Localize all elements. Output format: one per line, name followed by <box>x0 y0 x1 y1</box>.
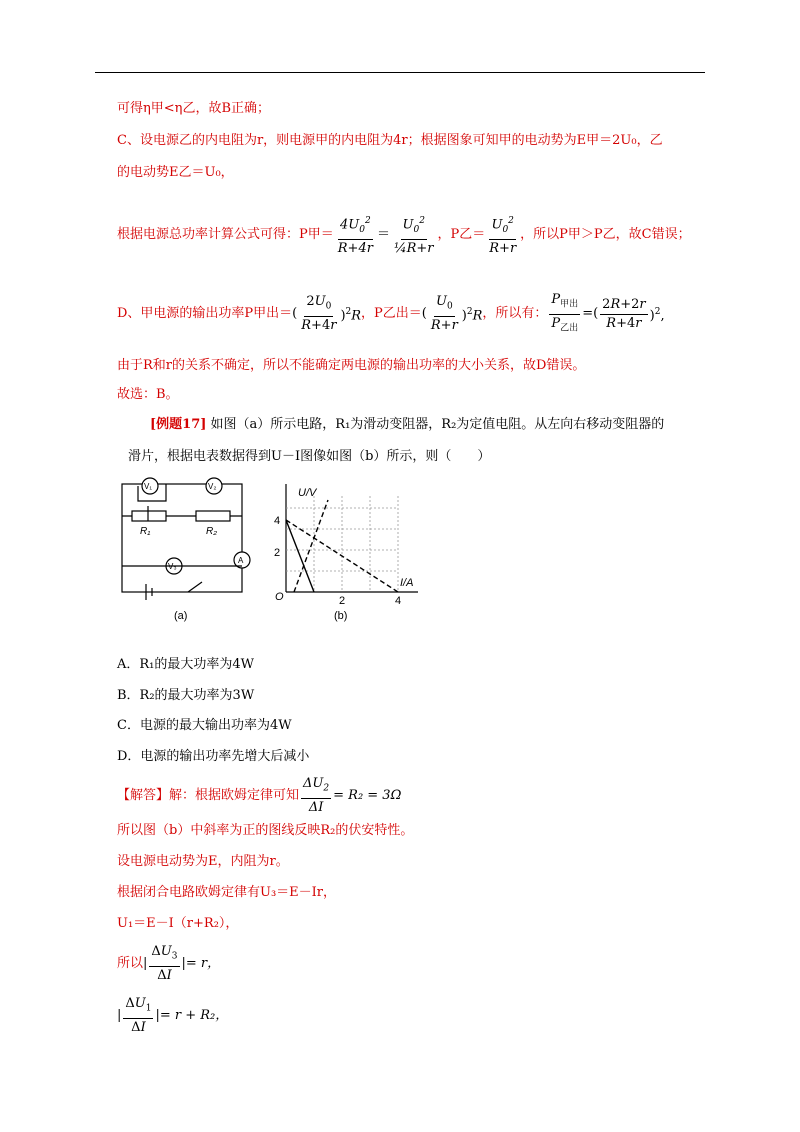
output-power-line: D、甲电源的输出功率P甲出＝ ( $\frac{2U_0}{R+4r}$ )$^2$R ，P乙出＝ ( $\frac{U_0}{R+r}$ )$^2$R ，所以有： $\frac{P_{甲出}}{P_{乙出}}$ =( $\frac{2R+2r}{R+4r}$ )$^2$, <box>117 292 665 336</box>
x-tick-2: 2 <box>339 595 346 607</box>
text-line-3: 的电动势E乙＝U₀， <box>117 165 234 180</box>
example-question-line-1 <box>150 416 664 434</box>
answer-line-7: | $\frac{\Delta U_1}{\Delta I}$ | = r + R₂， <box>117 996 229 1035</box>
resistor-r2 <box>196 511 230 521</box>
answer-line-6: 所以 | $\frac{\Delta U_3}{\Delta I}$ | = r， <box>117 944 221 983</box>
circuit-outer-loop <box>122 484 242 592</box>
circuit-caption: (a) <box>174 610 188 622</box>
r1-label: R₁ <box>140 526 151 537</box>
answer-result-6: = r， <box>185 956 221 971</box>
fraction-jia-out: $\frac{2U_0}{R+4r}$ <box>301 294 337 333</box>
answer-text-6: 所以 <box>117 956 144 971</box>
total-power-suffix: ，所以P甲＞P乙，故C错误； <box>520 227 691 242</box>
y-tick-4: 4 <box>274 515 281 527</box>
fraction-du1-di: $\frac{\Delta U_1}{\Delta I}$ <box>125 996 152 1035</box>
text-line-1: 可得η甲<η乙，故B正确； <box>117 101 271 116</box>
grid <box>286 496 398 592</box>
answer-line-3: 设电源电动势为E，内阻为r。 <box>117 854 289 869</box>
answer-line-4: 根据闭合电路欧姆定律有U₃＝E－Ir， <box>117 885 337 900</box>
answer-text-1: 解：根据欧姆定律可知 <box>169 788 300 803</box>
text-line-2: C、设电源乙的内电阻为r，则电源甲的内电阻为4r；根据图象可知甲的电动势为E甲＝2U₀，乙 <box>117 133 663 148</box>
option-b: B．R₂的最大功率为3W <box>117 688 255 703</box>
origin-label: O <box>275 591 284 603</box>
graph-caption: (b) <box>334 610 348 622</box>
total-power-line: 根据电源总功率计算公式可得：P甲＝ $\frac{4U_0^2}{R+4r}$ ＝ $\frac{U_0^2}{\text{¼R+r}}$ ，P乙＝ $\frac{U_0^2}{R+r}$ ，所以P甲＞P乙，故C错误； <box>117 210 691 260</box>
fraction-du2-di: $\frac{\Delta U_2}{\Delta I}$ <box>303 776 330 815</box>
y-tick-2: 2 <box>274 547 281 559</box>
resistor-r1 <box>132 511 166 521</box>
example-question-text-1: 如图（a）所示电路，R₁为滑动变阻器，R₂为定值电阻。从左向右移动变阻器的 <box>210 417 665 432</box>
v3-label: V₃ <box>168 562 177 571</box>
output-power-mid2: ，所以有： <box>482 306 548 321</box>
output-power-prefix: D、甲电源的输出功率P甲出＝ <box>117 306 293 321</box>
option-d: D．电源的输出功率先增大后减小 <box>117 749 310 764</box>
text-line-6: 由于R和r的关系不确定，所以不能确定两电源的输出功率的大小关系，故D错误。 <box>117 358 586 373</box>
fraction-p-yi: $\frac{U_0^2}{R+r}$ <box>487 212 518 258</box>
answer-tag: 【解答】 <box>117 788 170 803</box>
option-a: A．R₁的最大功率为4W <box>117 657 255 672</box>
ui-graph <box>286 484 418 592</box>
example-tag: [例题17] <box>150 417 207 432</box>
circuit-diagram <box>122 478 250 600</box>
fraction-ratio-value: $\frac{2R+2r}{R+4r}$ <box>602 296 646 331</box>
text-line-7: 故选：B。 <box>117 387 179 402</box>
example-question-line-2: 滑片，根据电表数据得到U－I图像如图（b）所示，则（ ） <box>128 449 491 464</box>
u2-line <box>294 500 328 592</box>
fraction-p-jia-2: $\frac{U_0^2}{\text{¼R+r}}$ <box>392 212 436 258</box>
answer-result-7: = r + R₂， <box>159 1008 229 1023</box>
r2-label: R₂ <box>206 526 218 537</box>
u1-line <box>286 520 314 592</box>
fraction-du3-di: $\frac{\Delta U_3}{\Delta I}$ <box>151 944 178 983</box>
v1-label: V₁ <box>144 482 153 491</box>
x-axis-label: I/A <box>400 577 414 589</box>
total-power-prefix: 根据电源总功率计算公式可得：P甲＝ <box>117 227 334 242</box>
fraction-p-jia-1: $\frac{4U_0^2}{R+4r}$ <box>336 212 375 258</box>
total-power-mid: ，P乙＝ <box>437 227 486 242</box>
output-power-mid: ，P乙出＝ <box>361 306 422 321</box>
switch <box>188 582 202 592</box>
x-tick-4: 4 <box>395 595 402 607</box>
v2-label: V₂ <box>208 482 217 491</box>
ammeter-label: A <box>238 556 244 565</box>
example-figure <box>118 476 418 626</box>
fraction-ratio: $\frac{P_{甲出}}{P_{乙出}}$ <box>551 291 579 334</box>
answer-line-2: 所以图（b）中斜率为正的图线反映R₂的伏安特性。 <box>117 823 414 838</box>
answer-result-1: = R₂ = 3Ω <box>333 788 402 803</box>
option-c: C．电源的最大输出功率为4W <box>117 718 292 733</box>
answer-line-1 <box>117 776 401 816</box>
header-rule <box>95 72 705 73</box>
answer-line-5: U₁＝E－I（r+R₂）， <box>117 916 239 931</box>
fraction-yi-out: $\frac{U_0}{R+r}$ <box>430 294 458 333</box>
y-axis-label: U/V <box>298 487 317 499</box>
